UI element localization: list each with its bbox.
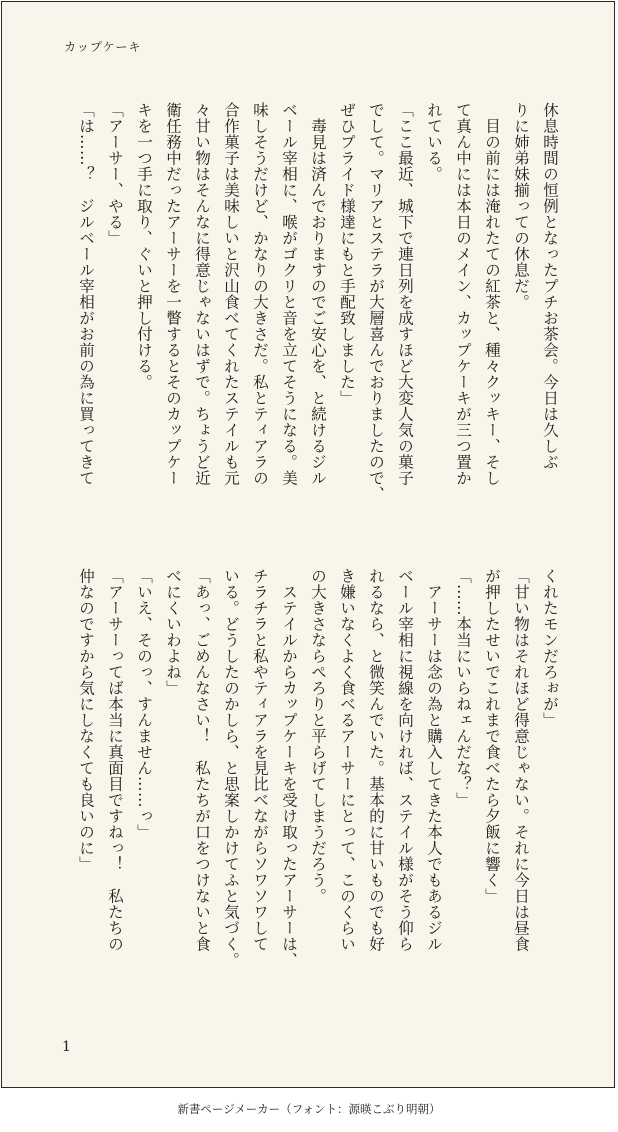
text-line: 「は……？ ジルベール宰相がお前の為に買ってきて	[77, 102, 95, 486]
text-line: 味しそうだけど、かなりの大きさだ。私とティアラの	[251, 102, 269, 486]
text-line: ぜひプライド様達にもと手配致しました」	[338, 102, 356, 406]
text-line: 目の前には淹れたての紅茶と、種々クッキー、そし	[483, 102, 501, 486]
book-page	[1, 1, 615, 1088]
text-line: 合作菓子は美味しいと沢山食べてくれたステイルも元	[222, 102, 240, 486]
text-line: べにくいわよね」	[164, 568, 182, 696]
upper-text-column	[71, 102, 564, 532]
text-line: 「いえ、そのっ、すんません……っ」	[135, 568, 153, 840]
running-title: カップケーキ	[64, 40, 142, 54]
text-line: アーサーは念の為と購入してきた本人でもあるジル	[425, 568, 443, 952]
text-line: 休息時間の恒例となったプチお茶会。今日は久しぶ	[541, 102, 559, 470]
text-line: て真ん中には本日のメイン、カップケーキが三つ置か	[454, 102, 472, 486]
text-line: が押したせいでこれまで食べたら夕飯に響く」	[483, 568, 501, 904]
text-line: ベール宰相に視線を向ければ、ステイル様がそう仰ら	[396, 568, 414, 952]
text-line: 「甘い物はそれほど得意じゃない。それに今日は昼食	[512, 568, 530, 952]
text-line: 「……本当にいらねェんだな？」	[454, 568, 472, 808]
text-line: 「アーサー、やる」	[106, 102, 124, 246]
text-line: りに姉弟妹揃っての休息だ。	[512, 102, 530, 310]
text-line: くれたモンだろぉが」	[541, 568, 559, 728]
text-line: 「アーサーってば本当に真面目ですねっ！ 私たちの	[106, 568, 124, 952]
text-line: 「ここ最近、城下で連日列を成すほど大変人気の菓子	[396, 102, 414, 486]
text-line: れている。	[425, 102, 443, 182]
text-line: ベール宰相に、喉がゴクリと音を立てそうになる。美	[280, 102, 298, 486]
text-line: 「あっ、ごめんなさい！ 私たちが口をつけないと食	[193, 568, 211, 952]
generator-credit: 新書ページメーカー（フォント：源暎こぶり明朝）	[177, 1102, 441, 1116]
lower-text-column	[71, 568, 564, 998]
text-line: ステイルからカップケーキを受け取ったアーサーは、	[280, 568, 298, 968]
text-line: チラチラと私やティアラを見比べながらソワソワして	[251, 568, 269, 952]
text-line: 仲なのですから気にしなくても良いのに」	[77, 568, 95, 872]
text-line: 々甘い物はそんなに得意じゃないはずで。ちょうど近	[193, 102, 211, 486]
text-line: いる。どうしたのかしら、と思案しかけてふと気づく。	[222, 568, 240, 968]
text-line: キを一つ手に取り、ぐいと押し付ける。	[135, 102, 153, 390]
text-line: れるなら、と微笑んでいた。基本的に甘いものでも好	[367, 568, 385, 952]
page-number: 1	[62, 1039, 71, 1055]
text-line: 毒見は済んでおりますのでご安心を、と続けるジル	[309, 102, 327, 486]
text-line: き嫌いなくよく食べるアーサーにとって、このくらい	[338, 568, 356, 952]
text-line: 衛任務中だったアーサーを一瞥するとそのカップケー	[164, 102, 182, 486]
text-line: の大きさならぺろりと平らげてしまうだろう。	[309, 568, 327, 904]
text-line: でして。マリアとステラが大層喜んでおりましたので、	[367, 102, 385, 502]
